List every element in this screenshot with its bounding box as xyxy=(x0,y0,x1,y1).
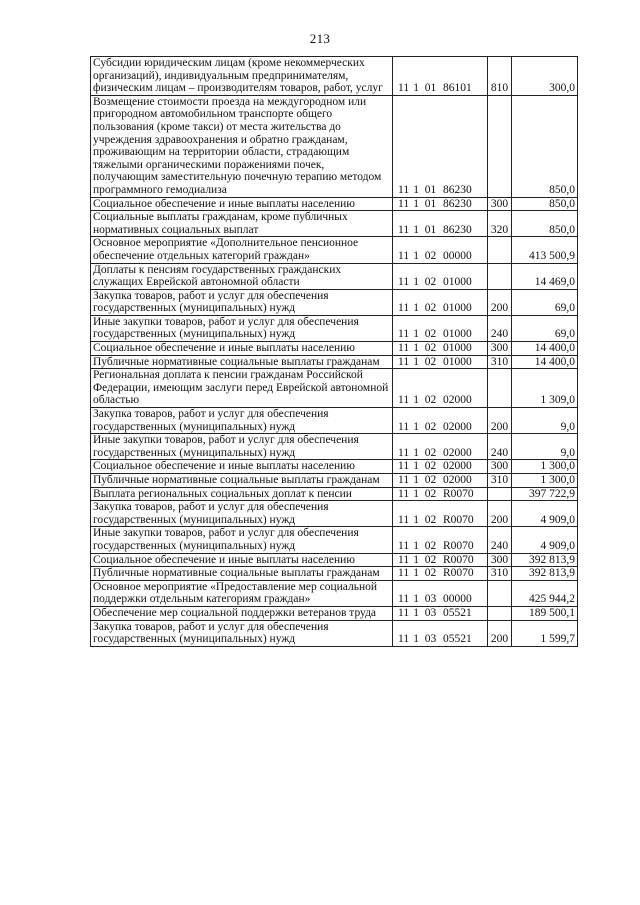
row-classification-code xyxy=(393,355,488,369)
program-code: 11 xyxy=(398,394,410,407)
row-description: Региональная доплата к пенсии гражданам Российской Федерации, имеющим заслуги перед Еврейской автономной областью xyxy=(91,369,393,408)
subprogram-code: 1 xyxy=(413,197,420,210)
subprogram-code: 1 xyxy=(413,606,420,619)
row-amount: 4 909,0 xyxy=(512,501,578,527)
expense-type-code: 300 xyxy=(488,197,512,211)
row-amount: 1 599,7 xyxy=(512,620,578,646)
row-classification-code xyxy=(393,620,488,646)
table-row xyxy=(91,197,578,211)
table-row xyxy=(91,460,578,474)
expense-type-code: 310 xyxy=(488,474,512,488)
expense-type-code xyxy=(488,263,512,289)
direction-code: 01000 xyxy=(442,355,472,368)
row-classification-code xyxy=(393,460,488,474)
subprogram-code: 1 xyxy=(413,249,420,262)
expense-type-code xyxy=(488,487,512,501)
row-classification-code xyxy=(393,315,488,341)
direction-code: 00000 xyxy=(442,249,472,262)
event-code: 02 xyxy=(424,446,437,459)
table-row xyxy=(91,567,578,581)
direction-code: 02000 xyxy=(442,460,472,473)
row-description: Социальные выплаты гражданам, кроме публичных нормативных социальных выплат xyxy=(91,211,393,237)
program-code: 11 xyxy=(398,328,410,341)
expense-type-code: 240 xyxy=(488,434,512,460)
table-row xyxy=(91,289,578,315)
expense-type-code: 810 xyxy=(488,57,512,96)
subprogram-code: 1 xyxy=(413,183,420,196)
row-classification-code xyxy=(393,487,488,501)
subprogram-code: 1 xyxy=(413,223,420,236)
event-code: 02 xyxy=(424,249,437,262)
event-code: 03 xyxy=(424,633,437,646)
direction-code: 01000 xyxy=(442,302,472,315)
subprogram-code: 1 xyxy=(413,82,420,95)
event-code: 02 xyxy=(424,539,437,552)
expense-type-code: 200 xyxy=(488,620,512,646)
subprogram-code: 1 xyxy=(413,513,420,526)
row-description: Социальное обеспечение и иные выплаты населению xyxy=(91,342,393,356)
expense-type-code: 200 xyxy=(488,408,512,434)
row-classification-code xyxy=(393,197,488,211)
event-code: 03 xyxy=(424,593,437,606)
row-classification-code xyxy=(393,95,488,197)
table-row xyxy=(91,553,578,567)
row-description: Публичные нормативные социальные выплаты гражданам xyxy=(91,474,393,488)
subprogram-code: 1 xyxy=(413,328,420,341)
table-row xyxy=(91,237,578,263)
direction-code: 02000 xyxy=(442,420,472,433)
direction-code: 01000 xyxy=(442,328,472,341)
event-code: 02 xyxy=(424,276,437,289)
program-code: 11 xyxy=(398,355,410,368)
table-row xyxy=(91,620,578,646)
expense-type-code: 300 xyxy=(488,460,512,474)
subprogram-code: 1 xyxy=(413,567,420,580)
row-classification-code xyxy=(393,501,488,527)
row-classification-code xyxy=(393,527,488,553)
row-amount: 14 400,0 xyxy=(512,355,578,369)
row-amount: 425 944,2 xyxy=(512,580,578,606)
event-code: 02 xyxy=(424,513,437,526)
program-code: 11 xyxy=(398,197,410,210)
expense-type-code: 320 xyxy=(488,211,512,237)
event-code: 02 xyxy=(424,355,437,368)
program-code: 11 xyxy=(398,276,410,289)
row-classification-code xyxy=(393,434,488,460)
expense-type-code xyxy=(488,237,512,263)
event-code: 02 xyxy=(424,420,437,433)
table-row xyxy=(91,95,578,197)
row-amount: 1 309,0 xyxy=(512,369,578,408)
row-amount: 300,0 xyxy=(512,57,578,96)
table-row xyxy=(91,580,578,606)
row-description: Обеспечение мер социальной поддержки ветеранов труда xyxy=(91,606,393,620)
table-row xyxy=(91,355,578,369)
event-code: 02 xyxy=(424,394,437,407)
subprogram-code: 1 xyxy=(413,276,420,289)
row-amount: 9,0 xyxy=(512,408,578,434)
row-description: Основное мероприятие «Дополнительное пенсионное обеспечение отдельных категорий граждан» xyxy=(91,237,393,263)
program-code: 11 xyxy=(398,342,410,355)
direction-code: R0070 xyxy=(442,553,474,566)
table-row xyxy=(91,606,578,620)
row-amount: 189 500,1 xyxy=(512,606,578,620)
direction-code: 02000 xyxy=(442,474,472,486)
table-row xyxy=(91,211,578,237)
row-description: Доплаты к пенсиям государственных гражданских служащих Еврейской автономной области xyxy=(91,263,393,289)
row-classification-code xyxy=(393,211,488,237)
page-number: 213 xyxy=(309,31,331,46)
event-code: 01 xyxy=(424,197,437,210)
event-code: 02 xyxy=(424,328,437,341)
row-description: Публичные нормативные социальные выплаты гражданам xyxy=(91,355,393,369)
event-code: 03 xyxy=(424,606,437,619)
subprogram-code: 1 xyxy=(413,394,420,407)
program-code: 11 xyxy=(398,553,410,566)
row-amount: 392 813,9 xyxy=(512,553,578,567)
subprogram-code: 1 xyxy=(413,446,420,459)
direction-code: R0070 xyxy=(442,567,474,580)
row-description: Социальное обеспечение и иные выплаты населению xyxy=(91,553,393,567)
table-row xyxy=(91,342,578,356)
row-amount: 69,0 xyxy=(512,315,578,341)
row-amount: 850,0 xyxy=(512,95,578,197)
expense-type-code xyxy=(488,369,512,408)
subprogram-code: 1 xyxy=(413,420,420,433)
row-classification-code xyxy=(393,57,488,96)
expense-type-code xyxy=(488,95,512,197)
row-description: Выплата региональных социальных доплат к пенсии xyxy=(91,487,393,501)
row-classification-code xyxy=(393,342,488,356)
program-code: 11 xyxy=(398,539,410,552)
direction-code: 86230 xyxy=(442,197,472,210)
row-description: Закупка товаров, работ и услуг для обеспечения государственных (муниципальных) нужд xyxy=(91,501,393,527)
program-code: 11 xyxy=(398,633,410,646)
expense-type-code xyxy=(488,606,512,620)
table-row xyxy=(91,501,578,527)
row-description: Закупка товаров, работ и услуг для обеспечения государственных (муниципальных) нужд xyxy=(91,289,393,315)
direction-code: 86230 xyxy=(442,223,472,236)
row-classification-code xyxy=(393,553,488,567)
table-row xyxy=(91,408,578,434)
event-code: 01 xyxy=(424,183,437,196)
row-description: Социальное обеспечение и иные выплаты населению xyxy=(91,460,393,474)
direction-code: 86101 xyxy=(442,82,472,95)
row-classification-code xyxy=(393,369,488,408)
subprogram-code: 1 xyxy=(413,633,420,646)
event-code: 02 xyxy=(424,302,437,315)
event-code: 02 xyxy=(424,474,437,486)
program-code: 11 xyxy=(398,487,410,500)
row-description: Иные закупки товаров, работ и услуг для обеспечения государственных (муниципальных) нужд xyxy=(91,434,393,460)
direction-code: R0070 xyxy=(442,513,474,526)
row-amount: 1 300,0 xyxy=(512,460,578,474)
row-description: Основное мероприятие «Предоставление мер социальной поддержки отдельным категориям граждан» xyxy=(91,580,393,606)
table-row xyxy=(91,487,578,501)
row-description: Иные закупки товаров, работ и услуг для обеспечения государственных (муниципальных) нужд xyxy=(91,527,393,553)
expense-type-code: 200 xyxy=(488,289,512,315)
row-amount: 392 813,9 xyxy=(512,567,578,581)
row-description: Социальное обеспечение и иные выплаты населению xyxy=(91,197,393,211)
expense-type-code: 300 xyxy=(488,553,512,567)
program-code: 11 xyxy=(398,183,410,196)
row-amount: 397 722,9 xyxy=(512,487,578,501)
row-description: Возмещение стоимости проезда на междугородном или пригородном автомобильном транспорте общего пользования (кроме такси) от места жительства до учреждения здравоохранения и обратно гражданам, проживающим на территории области, страдающим тяжелыми органическими поражениями почек, получающим заместительную почечную терапию методом программного гемодиализа xyxy=(91,95,393,197)
row-amount: 14 400,0 xyxy=(512,342,578,356)
event-code: 01 xyxy=(424,82,437,95)
subprogram-code: 1 xyxy=(413,487,420,500)
program-code: 11 xyxy=(398,249,410,262)
direction-code: 00000 xyxy=(442,593,472,606)
direction-code: 02000 xyxy=(442,394,472,407)
expense-type-code xyxy=(488,580,512,606)
direction-code: 05521 xyxy=(442,633,472,646)
program-code: 11 xyxy=(398,302,410,315)
expense-type-code: 310 xyxy=(488,567,512,581)
row-amount: 1 300,0 xyxy=(512,474,578,488)
table-row xyxy=(91,474,578,488)
direction-code: 86230 xyxy=(442,183,472,196)
event-code: 02 xyxy=(424,567,437,580)
table-row xyxy=(91,57,578,96)
row-classification-code xyxy=(393,580,488,606)
budget-table-body xyxy=(91,57,578,647)
table-row xyxy=(91,527,578,553)
program-code: 11 xyxy=(398,567,410,580)
row-classification-code xyxy=(393,474,488,488)
row-amount: 14 469,0 xyxy=(512,263,578,289)
event-code: 02 xyxy=(424,342,437,355)
row-description: Субсидии юридическим лицам (кроме некоммерческих организаций), индивидуальным предпринимателям, физическим лицам – производителям товаров, работ, услуг xyxy=(91,57,393,96)
event-code: 02 xyxy=(424,460,437,473)
event-code: 01 xyxy=(424,223,437,236)
subprogram-code: 1 xyxy=(413,302,420,315)
event-code: 02 xyxy=(424,553,437,566)
row-classification-code xyxy=(393,606,488,620)
program-code: 11 xyxy=(398,606,410,619)
row-amount: 4 909,0 xyxy=(512,527,578,553)
direction-code: 05521 xyxy=(442,606,472,619)
event-code: 02 xyxy=(424,487,437,500)
expense-type-code: 200 xyxy=(488,501,512,527)
program-code: 11 xyxy=(398,446,410,459)
program-code: 11 xyxy=(398,593,410,606)
expense-type-code: 300 xyxy=(488,342,512,356)
subprogram-code: 1 xyxy=(413,553,420,566)
subprogram-code: 1 xyxy=(413,474,420,486)
table-row xyxy=(91,434,578,460)
direction-code: R0070 xyxy=(442,539,474,552)
expense-type-code: 240 xyxy=(488,527,512,553)
direction-code: R0070 xyxy=(442,487,474,500)
subprogram-code: 1 xyxy=(413,539,420,552)
subprogram-code: 1 xyxy=(413,593,420,606)
table-row xyxy=(91,315,578,341)
row-description: Закупка товаров, работ и услуг для обеспечения государственных (муниципальных) нужд xyxy=(91,408,393,434)
program-code: 11 xyxy=(398,223,410,236)
row-amount: 850,0 xyxy=(512,197,578,211)
subprogram-code: 1 xyxy=(413,355,420,368)
row-amount: 9,0 xyxy=(512,434,578,460)
row-description: Публичные нормативные социальные выплаты гражданам xyxy=(91,567,393,581)
expense-type-code: 310 xyxy=(488,355,512,369)
direction-code: 01000 xyxy=(442,276,472,289)
table-row xyxy=(91,263,578,289)
expense-type-code: 240 xyxy=(488,315,512,341)
row-classification-code xyxy=(393,237,488,263)
row-classification-code xyxy=(393,408,488,434)
row-amount: 413 500,9 xyxy=(512,237,578,263)
row-amount: 850,0 xyxy=(512,211,578,237)
row-classification-code xyxy=(393,289,488,315)
row-description: Иные закупки товаров, работ и услуг для обеспечения государственных (муниципальных) нужд xyxy=(91,315,393,341)
row-amount: 69,0 xyxy=(512,289,578,315)
program-code: 11 xyxy=(398,460,410,473)
row-description: Закупка товаров, работ и услуг для обеспечения государственных (муниципальных) нужд xyxy=(91,620,393,646)
direction-code: 01000 xyxy=(442,342,472,355)
row-classification-code xyxy=(393,263,488,289)
program-code: 11 xyxy=(398,420,410,433)
subprogram-code: 1 xyxy=(413,342,420,355)
program-code: 11 xyxy=(398,474,410,486)
direction-code: 02000 xyxy=(442,446,472,459)
subprogram-code: 1 xyxy=(413,460,420,473)
table-row xyxy=(91,369,578,408)
program-code: 11 xyxy=(398,82,410,95)
budget-table xyxy=(90,56,578,647)
row-classification-code xyxy=(393,567,488,581)
program-code: 11 xyxy=(398,513,410,526)
